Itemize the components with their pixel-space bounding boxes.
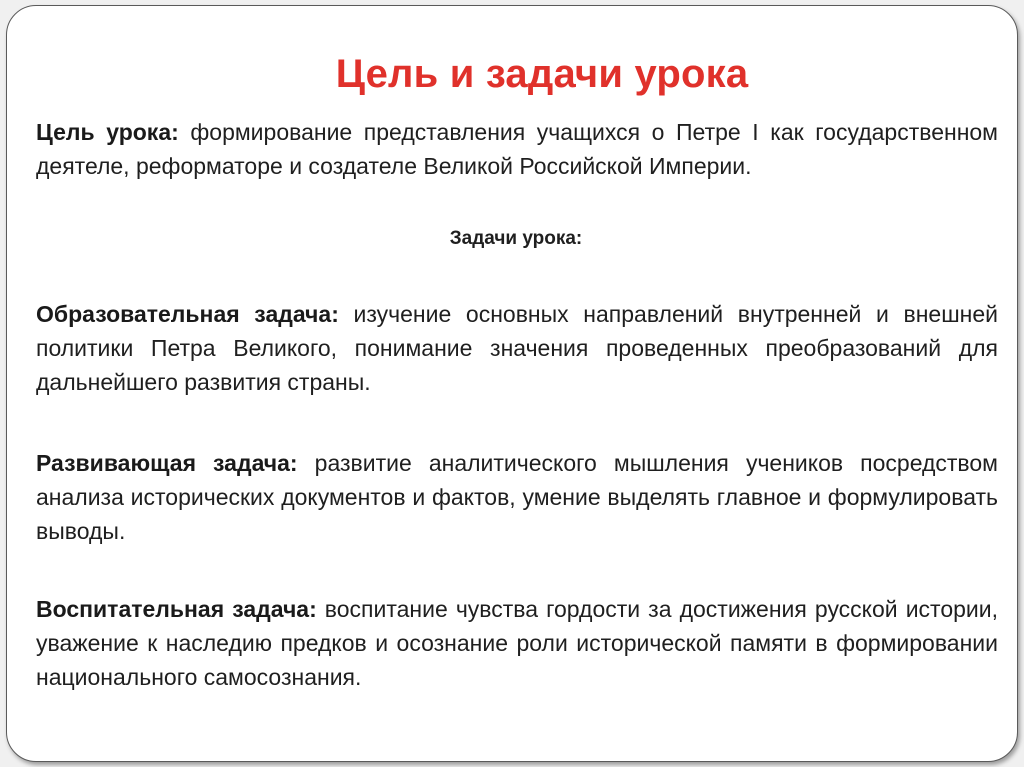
lesson-goal-paragraph <box>36 115 998 183</box>
lesson-goal-label: Цель урока: <box>36 119 191 145</box>
educational-task-label: Образовательная задача: <box>36 301 354 327</box>
upbringing-task-text: воспитание чувства гордости за достижения русской истории, уважение к наследию предков и осознание роли исторической памяти в формировании национального самосознания. <box>36 596 998 690</box>
educational-task-paragraph <box>36 297 998 399</box>
developmental-task-label: Развивающая задача: <box>36 450 315 476</box>
developmental-task-paragraph <box>36 446 998 548</box>
tasks-heading: Задачи урока: <box>449 228 583 249</box>
lesson-goal-text: формирование представления учащихся о Петре I как государственном деятеле, реформаторе и создателе Великой Российской Империи. <box>36 119 998 179</box>
upbringing-task-paragraph <box>36 592 998 694</box>
upbringing-task-label: Воспитательная задача: <box>36 596 325 622</box>
slide-title: Цель и задачи урока <box>335 52 749 96</box>
educational-task-text: изучение основных направлений внутренней и внешней политики Петра Великого, понимание значения проведенных преобразований для дальнейшего развития страны. <box>36 301 998 395</box>
developmental-task-text: развитие аналитического мышления учеников посредством анализа исторических документов и фактов, умение выделять главное и формулировать выводы. <box>36 450 998 544</box>
